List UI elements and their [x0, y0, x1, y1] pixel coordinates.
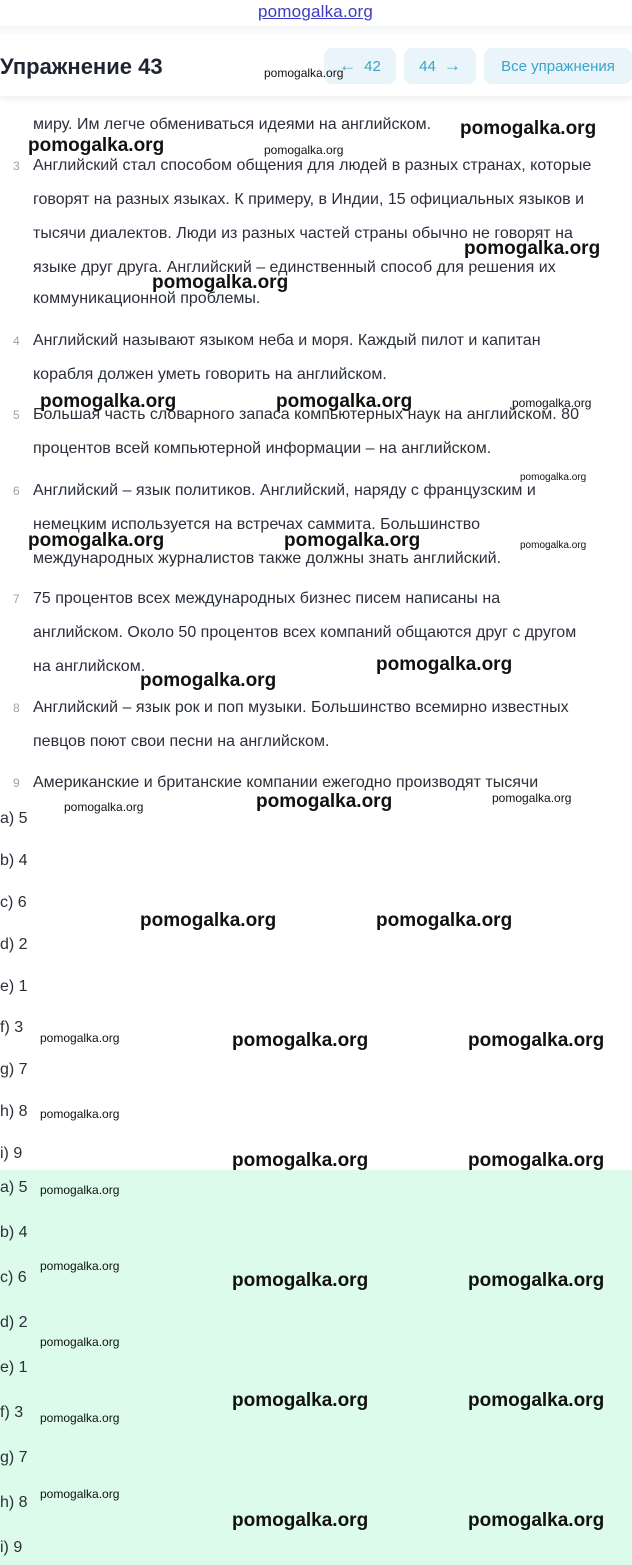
watermark: pomogalka.org: [40, 1183, 120, 1197]
watermark: pomogalka.org: [232, 1390, 369, 1411]
watermark: pomogalka.org: [140, 910, 277, 931]
watermark: pomogalka.org: [28, 530, 165, 551]
arrow-left-icon: ←: [339, 56, 357, 75]
watermark: pomogalka.org: [40, 391, 177, 412]
paragraph: [33, 691, 632, 759]
answer-item: g) 7: [0, 1061, 28, 1078]
watermark: pomogalka.org: [64, 800, 144, 814]
watermark: pomogalka.org: [140, 670, 277, 691]
paragraph-line: корабля должен уметь говорить на английском.: [33, 366, 387, 383]
answer-item: c) 6: [0, 1269, 27, 1286]
watermark: pomogalka.org: [40, 1411, 120, 1425]
paragraph-number: 6: [13, 484, 20, 498]
top-fade: [0, 26, 632, 36]
all-exercises-button[interactable]: [484, 48, 632, 84]
watermark: pomogalka.org: [40, 1487, 120, 1501]
watermark: pomogalka.org: [468, 1150, 605, 1171]
paragraph-line: процентов всей компьютерной информации – на английском.: [33, 440, 492, 457]
watermark: pomogalka.org: [232, 1150, 369, 1171]
arrow-right-icon: →: [443, 56, 461, 75]
paragraph-line: немецким используется на встречах саммита. Большинство: [33, 516, 481, 533]
answer-item: f) 3: [0, 1404, 24, 1421]
watermark: pomogalka.org: [512, 396, 592, 410]
watermark: pomogalka.org: [460, 118, 597, 139]
answer-item: b) 4: [0, 852, 28, 869]
paragraph-line: говорят на разных языках. К примеру, в Индии, 15 официальных языков и: [33, 191, 585, 208]
paragraph-line: Английский – язык рок и поп музыки. Большинство всемирно известных: [33, 699, 569, 716]
answer-item: i) 9: [0, 1539, 23, 1556]
paragraph-number: 9: [13, 776, 20, 790]
watermark: pomogalka.org: [520, 472, 587, 483]
paragraph-line: английском. Около 50 процентов всех компаний общаются друг с другом: [33, 624, 577, 641]
paragraph: [33, 149, 632, 316]
paragraph-line: на английском.: [33, 658, 146, 675]
paragraph-line: певцов поют свои песни на английском.: [33, 733, 330, 750]
watermark: pomogalka.org: [256, 791, 393, 812]
answer-item: f) 3: [0, 1019, 24, 1036]
exercise-text: [0, 96, 632, 791]
watermark: pomogalka.org: [232, 1030, 369, 1051]
all-exercises-label: Все упражнения: [501, 57, 615, 75]
watermark: pomogalka.org: [40, 1031, 120, 1045]
paragraph-line: Английский называют языком неба и моря. Каждый пилот и капитан: [33, 332, 541, 349]
paragraph-number: 7: [13, 592, 20, 606]
paragraph: [33, 324, 632, 392]
watermark: pomogalka.org: [468, 1030, 605, 1051]
paragraph-line: 75 процентов всех международных бизнес писем написаны на: [33, 590, 501, 607]
watermark: pomogalka.org: [464, 238, 601, 259]
answer-item: i) 9: [0, 1145, 23, 1162]
paragraph-line: языке друг друга. Английский – единственный способ для решения их: [33, 259, 556, 276]
paragraph-line: Английский – язык политиков. Английский, наряду с французским и: [33, 482, 536, 499]
watermark: pomogalka.org: [232, 1270, 369, 1291]
next-exercise-button[interactable]: [404, 48, 476, 84]
paragraph-line: Большая часть словарного запаса компьютерных наук на английском. 80: [33, 406, 579, 423]
paragraph-number: 8: [13, 701, 20, 715]
watermark: pomogalka.org: [468, 1270, 605, 1291]
answer-item: h) 8: [0, 1103, 28, 1120]
paragraph-line: тысячи диалектов. Люди из разных частей страны обычно не говорят на: [33, 225, 573, 242]
watermark: pomogalka.org: [40, 1107, 120, 1121]
watermark: pomogalka.org: [40, 1259, 120, 1273]
watermark: pomogalka.org: [28, 135, 165, 156]
watermark: pomogalka.org: [276, 391, 413, 412]
paragraph-line: миру. Им легче обмениваться идеями на английском.: [33, 116, 432, 133]
paragraph-number: 4: [13, 334, 20, 348]
watermark: pomogalka.org: [264, 143, 344, 157]
paragraph-line: коммуникационной проблемы.: [33, 290, 261, 307]
answer-item: a) 5: [0, 1179, 28, 1196]
paragraph-line: международных журналистов также должны знать английский.: [33, 550, 502, 567]
answer-item: d) 2: [0, 1314, 28, 1331]
next-exercise-label: 44: [419, 57, 436, 75]
site-link[interactable]: pomogalka.org: [258, 2, 374, 21]
paragraph-number: 3: [13, 159, 20, 173]
watermark: pomogalka.org: [376, 654, 513, 675]
watermark: pomogalka.org: [284, 530, 421, 551]
watermark: pomogalka.org: [468, 1510, 605, 1531]
answer-item: e) 1: [0, 978, 28, 995]
answer-item: b) 4: [0, 1224, 28, 1241]
watermark: pomogalka.org: [264, 66, 344, 80]
answer-item: e) 1: [0, 1359, 28, 1376]
watermark: pomogalka.org: [468, 1390, 605, 1411]
watermark: pomogalka.org: [232, 1510, 369, 1531]
answer-item: h) 8: [0, 1494, 28, 1511]
paragraph: [33, 474, 632, 576]
watermark: pomogalka.org: [40, 1335, 120, 1349]
watermark: pomogalka.org: [152, 272, 289, 293]
prev-exercise-label: 42: [364, 57, 381, 75]
answer-item: a) 5: [0, 810, 28, 827]
watermark: pomogalka.org: [520, 540, 587, 551]
paragraph-line: Американские и британские компании ежегодно производят тысячи: [33, 774, 539, 791]
watermark: pomogalka.org: [376, 910, 513, 931]
watermark: pomogalka.org: [492, 791, 572, 805]
exercise-title: Упражнение 43: [0, 54, 163, 79]
answer-item: d) 2: [0, 936, 28, 953]
paragraph-number: 5: [13, 408, 20, 422]
paragraph: [33, 582, 632, 684]
paragraph-line: Английский стал способом общения для людей в разных странах, которые: [33, 157, 592, 174]
answer-item: c) 6: [0, 894, 27, 911]
answer-item: g) 7: [0, 1449, 28, 1466]
answer-panel: [0, 1170, 632, 1565]
